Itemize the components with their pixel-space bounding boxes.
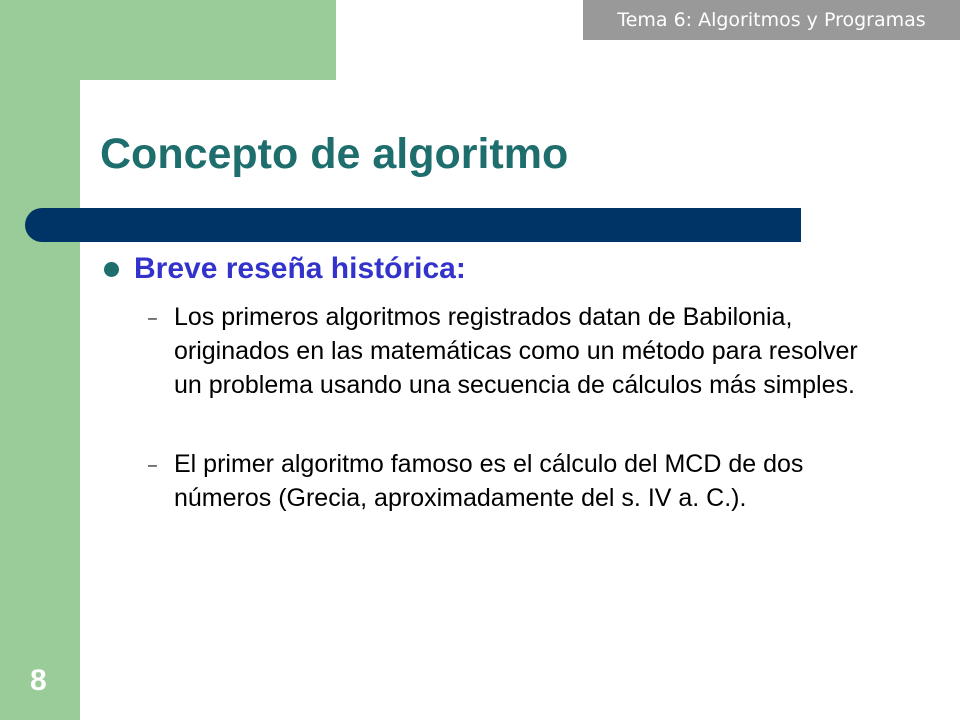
sub-item (148, 300, 888, 402)
bullet-dot-icon (104, 262, 119, 277)
dash-marker: – (148, 457, 157, 474)
slide-title: Concepto de algoritmo (100, 130, 569, 178)
top-green-band (0, 0, 336, 80)
page-number: 8 (30, 664, 47, 697)
main-bullet-text: Breve reseña histórica: (134, 252, 466, 285)
left-sidebar-band (0, 0, 80, 720)
sub-item-text: El primer algoritmo famoso es el cálculo del MCD de dos números (Grecia, aproximadamente del s. IV a. C.). (174, 450, 804, 512)
sub-item-text: Los primeros algoritmos registrados datan de Babilonia, originados en las matemáticas como un método para resolver un problema usando una secuencia de cálculos más simples. (174, 303, 858, 399)
dash-marker: – (148, 310, 157, 327)
topic-header: Tema 6: Algoritmos y Programas (583, 0, 960, 40)
sub-item (148, 447, 888, 515)
title-underline-bar (25, 208, 801, 242)
main-bullet (104, 252, 466, 286)
